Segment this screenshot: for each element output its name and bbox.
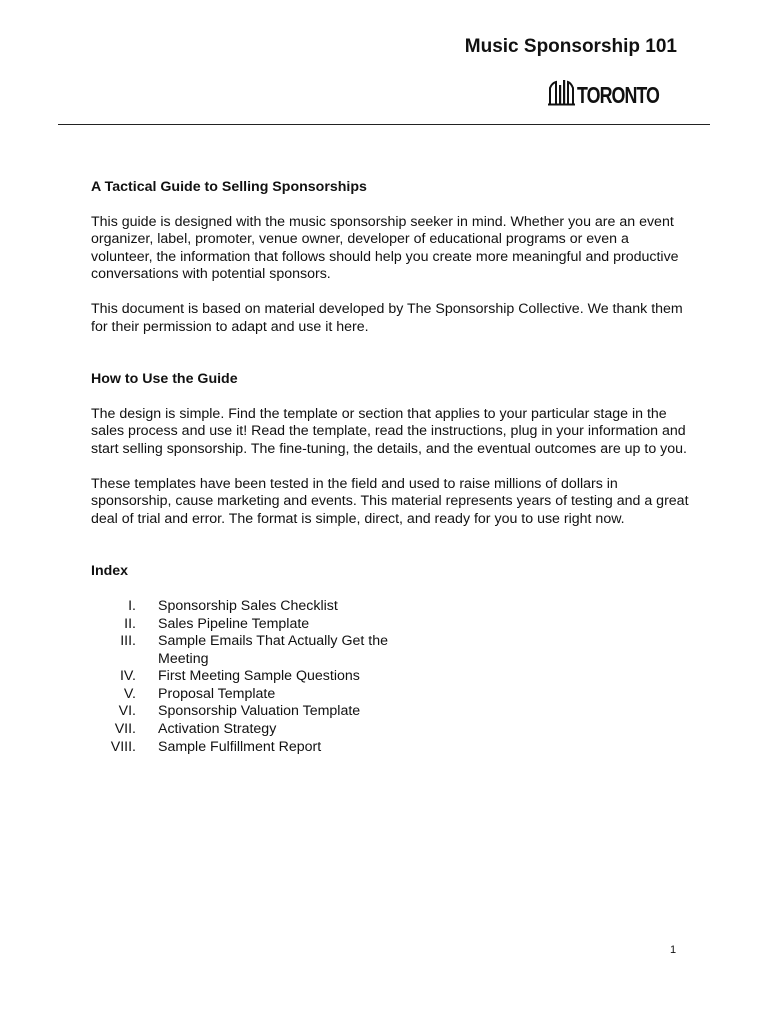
index-item <box>91 598 691 616</box>
paragraph-attribution: This document is based on material developed by The Sponsorship Collective. We thank them for their permission to adapt and use it here. <box>91 300 683 335</box>
index-label: Activation Strategy <box>158 721 277 738</box>
index-label: First Meeting Sample Questions <box>158 668 360 685</box>
index-item <box>91 668 691 686</box>
page-number: 1 <box>670 944 677 956</box>
paragraph-intro: This guide is designed with the music sponsorship seeker in mind. Whether you are an event organizer, label, promoter, venue owner, developer of educational programs or even a volunteer, the information that follows should help you create more meaningful and productive conversations with potential sponsors. <box>91 213 679 283</box>
document-title: Music Sponsorship 101 <box>464 36 677 57</box>
index-list <box>91 598 691 756</box>
index-label: Sponsorship Valuation Template <box>158 703 361 720</box>
index-number: VI. <box>118 703 136 720</box>
index-label: Sponsorship Sales Checklist <box>158 597 338 614</box>
index-label: Sample Emails That Actually Get the Meeting <box>158 633 388 667</box>
index-label: Proposal Template <box>158 685 276 702</box>
section-heading-index: Index <box>91 563 129 580</box>
index-number: I. <box>128 597 136 614</box>
index-number: VIII. <box>110 738 136 755</box>
toronto-city-hall-icon <box>548 74 662 106</box>
index-item <box>91 703 691 721</box>
paragraph-design: The design is simple. Find the template or section that applies to your particular stage in the sales process and use it! Read the template, read the instructions, plug in your information and start selling sponsorship. The fine-tuning, the details, and the eventual outcomes are up to you. <box>91 405 687 457</box>
index-label: Sales Pipeline Template <box>158 615 310 632</box>
index-item <box>91 739 691 757</box>
paragraph-templates: These templates have been tested in the field and used to raise millions of dollars in sponsorship, cause marketing and events. This material represents years of testing and a great deal of trial and error. The format is simple, direct, and ready for you to use right now. <box>91 475 689 527</box>
index-number: VII. <box>114 721 136 738</box>
document-body <box>91 179 691 756</box>
toronto-logo <box>548 74 662 106</box>
index-number: III. <box>120 633 136 650</box>
index-item <box>91 686 691 704</box>
section-heading-how-to-use: How to Use the Guide <box>91 371 238 388</box>
header-divider <box>58 124 710 125</box>
index-item <box>91 633 691 668</box>
index-number: II. <box>124 615 136 632</box>
section-heading-tactical-guide: A Tactical Guide to Selling Sponsorships <box>91 179 367 195</box>
index-label: Sample Fulfillment Report <box>158 738 322 755</box>
index-item <box>91 616 691 634</box>
index-number: IV. <box>119 668 136 685</box>
index-item <box>91 721 691 739</box>
logo-wordmark: TORONTO <box>577 82 660 108</box>
index-number: V. <box>123 685 136 702</box>
